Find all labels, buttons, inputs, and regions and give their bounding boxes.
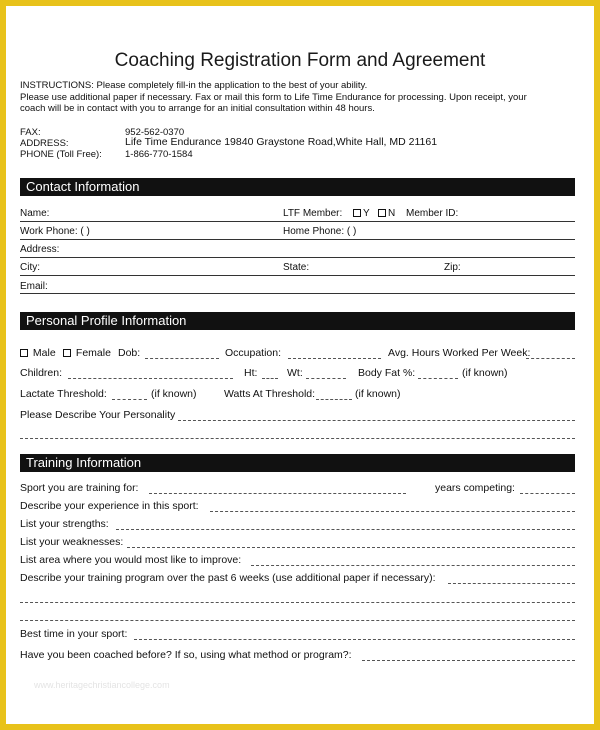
address-label: ADDRESS: bbox=[20, 138, 69, 149]
address-value: Life Time Endurance 19840 Graystone Road,White Hall, MD 21161 bbox=[125, 136, 438, 148]
member-id-label: Member ID: bbox=[406, 208, 459, 219]
program-label: Describe your training program over the past 6 weeks (use additional paper if necessary): bbox=[20, 572, 436, 584]
children-field[interactable] bbox=[68, 378, 233, 379]
body-fat-label: Body Fat %: bbox=[358, 367, 416, 379]
no-checkbox[interactable] bbox=[378, 209, 386, 217]
email-field[interactable] bbox=[20, 293, 575, 294]
yes-label: Y bbox=[363, 208, 370, 219]
ltf-member-no[interactable] bbox=[378, 208, 395, 219]
city-label: City: bbox=[20, 262, 40, 273]
body-fat-if-known: (if known) bbox=[462, 367, 508, 379]
watts-label: Watts At Threshold: bbox=[224, 388, 316, 400]
years-competing-field[interactable] bbox=[520, 493, 575, 494]
address-field[interactable] bbox=[20, 257, 575, 258]
contact-section-header: Contact Information bbox=[20, 178, 575, 196]
instructions-line-1: INSTRUCTIONS: Please completely fill-in the application to the best of your ability. bbox=[20, 80, 368, 91]
zip-label: Zip: bbox=[444, 262, 461, 273]
personality-label: Please Describe Your Personality bbox=[20, 409, 176, 421]
weaknesses-field[interactable] bbox=[127, 547, 575, 548]
ltf-member-yes[interactable] bbox=[353, 208, 370, 219]
watermark: www.heritagechristiancollege.com bbox=[34, 680, 170, 690]
occupation-label: Occupation: bbox=[225, 347, 282, 359]
no-label: N bbox=[388, 208, 396, 219]
program-field[interactable] bbox=[448, 583, 575, 584]
state-label: State: bbox=[283, 262, 310, 273]
ht-field[interactable] bbox=[262, 378, 278, 379]
experience-field[interactable] bbox=[210, 511, 575, 512]
name-field[interactable] bbox=[20, 221, 575, 222]
ltf-member-label: LTF Member: bbox=[283, 208, 343, 219]
children-label: Children: bbox=[20, 367, 63, 379]
phone-value: 1-866-770-1584 bbox=[125, 149, 193, 160]
fax-value: 952-562-0370 bbox=[125, 127, 185, 138]
home-phone-label: Home Phone: ( ) bbox=[283, 226, 357, 237]
personality-field-line-2[interactable] bbox=[20, 438, 575, 439]
lactate-field[interactable] bbox=[112, 399, 147, 400]
instructions-line-3: coach will be in contact with you to arrange for an initial consultation within 48 hours. bbox=[20, 103, 375, 114]
city-state-zip-field[interactable] bbox=[20, 275, 575, 276]
address-field-label: Address: bbox=[20, 244, 60, 255]
dob-field[interactable] bbox=[145, 358, 219, 359]
male-label: Male bbox=[32, 347, 56, 359]
dob-label: Dob: bbox=[118, 347, 141, 359]
body-fat-field[interactable] bbox=[418, 378, 458, 379]
avg-hours-field[interactable] bbox=[526, 358, 575, 359]
phone-label: PHONE (Toll Free): bbox=[20, 149, 102, 160]
instructions-line-2: Please use additional paper if necessary. Fax or mail this form to Life Time Endurance for processing. Upon receipt, your bbox=[20, 92, 527, 103]
lactate-label: Lactate Threshold: bbox=[20, 388, 107, 400]
phone-field[interactable] bbox=[20, 239, 575, 240]
watts-field[interactable] bbox=[316, 399, 352, 400]
form-title: Coaching Registration Form and Agreement bbox=[114, 50, 486, 71]
training-section-header: Training Information bbox=[20, 454, 575, 472]
female-option[interactable] bbox=[63, 347, 111, 359]
years-competing-label: years competing: bbox=[435, 482, 515, 494]
best-time-field[interactable] bbox=[134, 639, 575, 640]
yes-checkbox[interactable] bbox=[353, 209, 361, 217]
female-label: Female bbox=[75, 347, 111, 359]
form-page bbox=[6, 6, 594, 724]
sport-label: Sport you are training for: bbox=[20, 482, 139, 494]
coached-field[interactable] bbox=[362, 660, 575, 661]
work-phone-label: Work Phone: ( ) bbox=[20, 226, 90, 237]
coached-label: Have you been coached before? If so, using what method or program?: bbox=[20, 649, 352, 661]
wt-field[interactable] bbox=[306, 378, 346, 379]
lactate-if-known: (if known) bbox=[151, 388, 197, 400]
fax-label: FAX: bbox=[20, 127, 41, 138]
strengths-field[interactable] bbox=[116, 529, 575, 530]
personality-field[interactable] bbox=[178, 420, 575, 421]
program-field-line-3[interactable] bbox=[20, 620, 575, 621]
improve-field[interactable] bbox=[251, 565, 575, 566]
strengths-label: List your strengths: bbox=[20, 518, 109, 530]
sport-field[interactable] bbox=[149, 493, 406, 494]
best-time-label: Best time in your sport: bbox=[20, 628, 128, 640]
watts-if-known: (if known) bbox=[355, 388, 401, 400]
male-checkbox[interactable] bbox=[20, 349, 28, 357]
program-field-line-2[interactable] bbox=[20, 602, 575, 603]
email-label: Email: bbox=[20, 281, 48, 292]
ht-label: Ht: bbox=[244, 367, 258, 379]
avg-hours-label: Avg. Hours Worked Per Week: bbox=[388, 347, 531, 359]
profile-section-header: Personal Profile Information bbox=[20, 312, 575, 330]
improve-label: List area where you would most like to improve: bbox=[20, 554, 242, 566]
experience-label: Describe your experience in this sport: bbox=[20, 500, 199, 512]
name-label: Name: bbox=[20, 208, 50, 219]
male-option[interactable] bbox=[20, 347, 56, 359]
wt-label: Wt: bbox=[287, 367, 303, 379]
female-checkbox[interactable] bbox=[63, 349, 71, 357]
weaknesses-label: List your weaknesses: bbox=[20, 536, 124, 548]
occupation-field[interactable] bbox=[288, 358, 381, 359]
